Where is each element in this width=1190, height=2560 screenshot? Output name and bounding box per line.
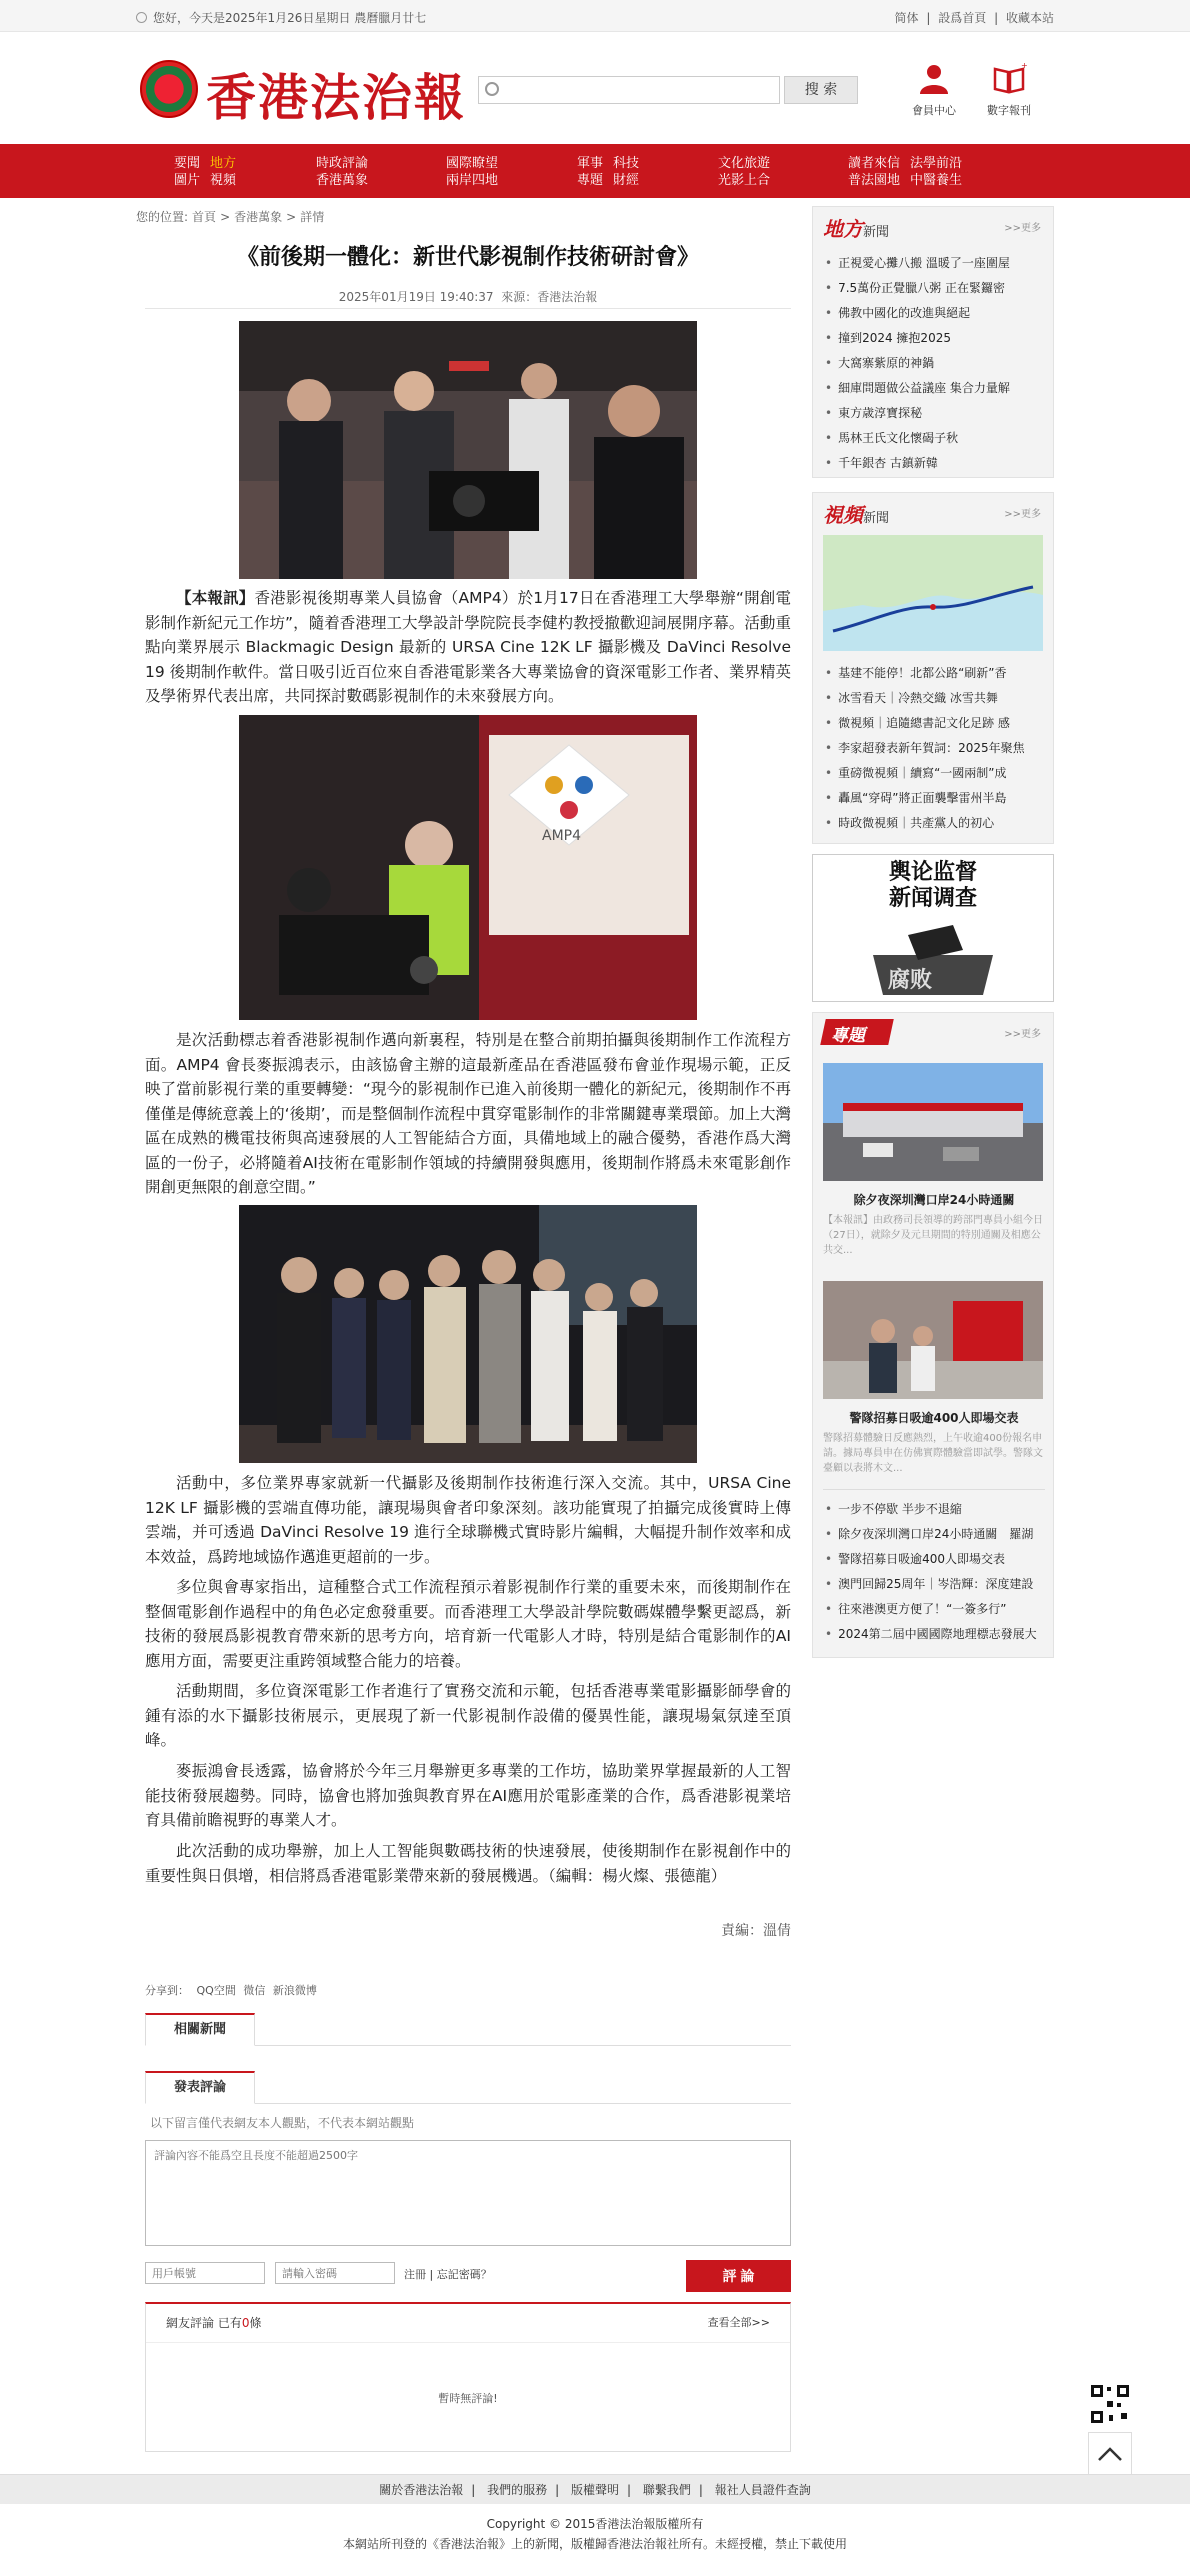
related-news-section xyxy=(145,2013,791,2046)
share-weibo-link[interactable]: 新浪微博 xyxy=(272,1984,317,1997)
footer-staff-id-link[interactable]: 報社人員證件查詢 xyxy=(714,2483,811,2497)
topic-desc-2: 警隊招募體驗日反應熱烈，上午收逾400份報名申請。據局專員申在仿佛實際體驗當即試學。警隊文臺顧以表將木文... xyxy=(823,1433,1043,1474)
nav-item-news[interactable]: 要聞 xyxy=(174,156,201,171)
article-paragraph-6: 麥振鴻會長透露，協會將於今年三月舉辦更多專業的工作坊，協助業界掌握最新的人工智能技術發展趨勢。同時，協會也將加強與教育界在AI應用於電影產業的合作，爲香港影視業培育具備前瞻視野的專業人才。 xyxy=(145,1762,791,1829)
nav-item-law[interactable]: 法學前沿 xyxy=(910,156,963,171)
tab-related-news[interactable]: 相關新聞 xyxy=(145,2013,255,2046)
clock-icon xyxy=(136,12,147,23)
divider: | xyxy=(994,11,999,25)
local-news-list xyxy=(825,251,1049,476)
list-item[interactable]: • 7.5萬份正覺臘八粥 正在緊鑼密 xyxy=(825,276,1049,301)
logo-emblem-icon[interactable] xyxy=(140,60,198,118)
nav-item-sco[interactable]: 光影上合 xyxy=(718,173,771,188)
main-nav xyxy=(0,144,1190,198)
nav-group-4 xyxy=(577,155,649,189)
book-icon xyxy=(992,62,1026,96)
share-qzone-link[interactable]: QQ空間 xyxy=(196,1984,236,1997)
svg-text:+: + xyxy=(1021,61,1028,70)
nav-group-6 xyxy=(848,155,972,189)
view-all-comments-link[interactable]: 查看全部>> xyxy=(707,2316,770,2329)
nav-item-international[interactable]: 國際瞭望 xyxy=(446,156,499,171)
video-more-link[interactable]: >>更多 xyxy=(1004,509,1041,520)
nav-item-health[interactable]: 中醫養生 xyxy=(910,173,963,188)
nav-item-topics[interactable]: 專題 xyxy=(577,173,604,188)
epaper-link[interactable]: + 數字報刊 xyxy=(987,61,1031,117)
article-photo-1 xyxy=(239,321,697,579)
nav-group-1 xyxy=(174,155,246,189)
local-more-link[interactable]: >>更多 xyxy=(1004,223,1041,234)
sidebar-video-title: 視頻新聞 xyxy=(823,503,890,527)
search-button[interactable]: 搜 索 xyxy=(784,76,858,104)
list-item[interactable]: • 轟風“穿碍”將正面襲擊雷州半島 xyxy=(825,786,1049,811)
share-wechat-link[interactable]: 微信 xyxy=(243,1984,266,1997)
sidebar-topic-title: 專題 xyxy=(831,1026,865,1046)
no-comments-text: 暫時無評論! xyxy=(438,2392,498,2405)
crumb-section[interactable]: 香港萬象 xyxy=(234,210,283,224)
divider xyxy=(823,1489,1045,1490)
top-links xyxy=(891,9,1054,26)
bookmark-link[interactable]: 收藏本站 xyxy=(1005,11,1054,25)
list-item[interactable]: • 馬林王氏文化懷碣子秋 xyxy=(825,426,1049,451)
list-item[interactable]: • 千年銀杏 古鎮新韓 xyxy=(825,451,1049,476)
list-item[interactable]: • 基建不能停！北都公路“刷新”香 xyxy=(825,661,1049,686)
nav-item-culture[interactable]: 文化旅遊 xyxy=(718,156,771,171)
divider xyxy=(146,2342,790,2343)
article-paragraph-5: 活動期間，多位資深電影工作者進行了實務交流和示範，包括香港專業電影攝影師學會的鍾有添的水下攝影技術展示，更展現了新一代影視制作設備的優異性能，讓現場氣氛達至頂峰。 xyxy=(145,1682,791,1749)
sidebar-topics xyxy=(812,1012,1054,1658)
chevron-up-icon xyxy=(1089,2433,1131,2475)
ad-text: 輿论监督 新闻调查 xyxy=(888,859,977,911)
footer-copyright-link[interactable]: 版權聲明 xyxy=(570,2483,619,2497)
article-paragraph-3: 活動中，多位業界專家就新一代攝影及後期制作技術進行深入交流。其中，URSA Cine 12K LF 攝影機的雲端直傳功能，讓現場與會者印象深刻。該功能實現了拍攝完成後實時上傳雲端，并可透過 DaVinci Resolve 19 進行全球聯機式實時影片編輯，大幅提升制作效率和成本效益，爲跨地域協作邁進更超前的一步。 xyxy=(145,1474,791,1566)
nav-item-finance[interactable]: 財經 xyxy=(613,173,640,188)
article-paragraph-2: 是次活動標志着香港影視制作邁向新裏程，特別是在整合前期拍攝與後期制作工作流程方面。AMP4 會長麥振鴻表示，由該協會主辦的這最新產品在香港區發布會並作現場示範，正反映了當前影視行業的重要轉變：“現今的影視制作已進入前後期一體化的新紀元，後期制作不再僅僅是傳統意義上的‘後期’，而是整個制作流程中貫穿電影制作的非常關鍵專業環節。加上大灣區在成熟的機電技術與高速發展的人工智能結合方面，具備地域上的融合優勢，香港作爲大灣區的一份子，必將隨着AI技術在電影制作領域的持續開發與應用，後期制作將爲未來電影創作開創更無限的創意空間。” xyxy=(145,1031,791,1196)
list-item[interactable]: • 大窩寨紫原的神鍋 xyxy=(825,351,1049,376)
list-item[interactable]: • 2024第二屆中國國際地理標志發展大 xyxy=(825,1622,1049,1647)
password-input[interactable] xyxy=(275,2262,395,2284)
crumb-current: 詳情 xyxy=(300,210,325,224)
comment-section-header xyxy=(145,2071,791,2104)
article-editor: 責編：溫倩 xyxy=(721,1923,791,1939)
article-paragraph-4: 多位與會專家指出，這種整合式工作流程預示着影視制作行業的重要未來，而後期制作在整個電影創作過程中的角色必定愈發重要。而香港理工大學設計學院數碼媒體學繫更認爲，新技術的發展爲影視教育帶來新的思考方向，培育新一代電影人才時，特別是結合電影制作的AI應用方面，需要更注重跨領域整合能力的培養。 xyxy=(145,1578,791,1670)
svg-text:腐败: 腐败 xyxy=(888,967,933,993)
comment-count: 網友評論 已有0條 xyxy=(166,2316,262,2330)
member-center-link[interactable]: 會員中心 xyxy=(899,62,969,118)
topic-image-1[interactable] xyxy=(823,1063,1043,1181)
forgot-password-link[interactable]: 忘記密碼？ xyxy=(436,2268,492,2281)
search-icon xyxy=(485,82,499,96)
nav-item-photos[interactable]: 圖片 xyxy=(174,173,201,188)
topic-caption-1[interactable]: 除夕夜深圳灣口岸24小時通關 xyxy=(853,1193,1015,1207)
list-item[interactable]: • 冰雪看天｜冷熱交織 冰雪共舞 xyxy=(825,686,1049,711)
list-item[interactable]: • 微視頻｜追隨總書記文化足跡 感 xyxy=(825,711,1049,736)
search-input[interactable] xyxy=(507,80,775,100)
nav-item-commentary[interactable]: 時政評論 xyxy=(316,156,369,171)
nav-group-3 xyxy=(446,155,508,189)
topic-desc-1: 【本報訊】由政務司長領導的跨部門專員小組今日（27日），就除夕及元旦期間的特別通關及相應公共交... xyxy=(823,1215,1043,1256)
username-input[interactable] xyxy=(145,2262,265,2284)
article-meta xyxy=(145,288,791,305)
share-bar: 分享到： QQ空間 微信 新浪微博 xyxy=(145,1984,317,1997)
simplified-link[interactable]: 简体 xyxy=(894,11,919,25)
nav-item-letters[interactable]: 讀者來信 xyxy=(848,156,901,171)
list-item[interactable]: • 東方歳淳寶探秘 xyxy=(825,401,1049,426)
site-header xyxy=(0,32,1190,144)
nav-item-tech[interactable]: 科技 xyxy=(613,156,640,171)
sidebar-ad-banner[interactable] xyxy=(812,854,1054,1002)
account-links: 注冊 | 忘記密碼？ xyxy=(404,2268,492,2281)
article-date: 2025年01月19日 19:40:37 xyxy=(338,290,494,304)
comment-disclaimer: 以下留言僅代表網友本人觀點，不代表本網站觀點 xyxy=(150,2116,415,2130)
list-item[interactable]: • 李家超發表新年賀詞：2025年聚焦 xyxy=(825,736,1049,761)
topic-caption-2[interactable]: 警隊招募日吸逾400人即場交表 xyxy=(849,1411,1019,1425)
topic-list xyxy=(825,1497,1049,1647)
comment-list xyxy=(145,2302,791,2452)
footer-about-link[interactable]: 關於香港法治報 xyxy=(379,2483,464,2497)
footer-contact-link[interactable]: 聯繫我們 xyxy=(642,2483,691,2497)
list-item[interactable]: • 時政微視頻｜共產黨人的初心 xyxy=(825,811,1049,836)
list-item[interactable]: • 往來港澳更方便了！“一簽多行” xyxy=(825,1597,1049,1622)
list-item[interactable]: • 警隊招募日吸逾400人即場交表 xyxy=(825,1547,1049,1572)
breadcrumb: 您的位置: 首頁 > 香港萬象 > 詳情 xyxy=(136,210,325,224)
nav-item-local[interactable]: 地方 xyxy=(210,156,237,171)
sidebar-video-news xyxy=(812,492,1054,844)
sidebar-local-news xyxy=(812,206,1054,478)
back-to-top-button[interactable] xyxy=(1088,2432,1132,2476)
nav-group-5 xyxy=(718,155,780,189)
list-item[interactable]: • 澳門回歸25周年｜岑浩輝：深度建設 xyxy=(825,1572,1049,1597)
article-paragraph-7: 此次活動的成功舉辦，加上人工智能與數碼技術的快速發展，使後期制作在影視創作中的重要性與日俱增，相信將爲香港電影業帶來新的發展機遇。（編輯：楊火燦、張德龍） xyxy=(145,1842,791,1885)
date-greeting: 您好，今天是2025年1月26日星期日 農曆臘月廿七 xyxy=(136,9,426,26)
crumb-home[interactable]: 首頁 xyxy=(192,210,217,224)
submit-comment-button[interactable]: 評 論 xyxy=(686,2260,791,2292)
footer-services-link[interactable]: 我們的服務 xyxy=(487,2483,548,2497)
site-logo[interactable]: 香港法治報 xyxy=(206,68,466,127)
nav-item-legal-edu[interactable]: 普法園地 xyxy=(848,173,901,188)
list-item[interactable]: • 一步不停歇 半步不退縮 xyxy=(825,1497,1049,1522)
register-link[interactable]: 注冊 xyxy=(404,2268,426,2281)
nav-item-hk[interactable]: 香港萬象 xyxy=(316,173,369,188)
list-item[interactable]: • 撞到2024 擁抱2025 xyxy=(825,326,1049,351)
nav-item-video[interactable]: 視頻 xyxy=(210,173,237,188)
top-bar xyxy=(0,0,1190,32)
list-item[interactable]: • 重磅微視頻｜續寫“一國兩制”成 xyxy=(825,761,1049,786)
divider: | xyxy=(926,11,931,25)
nav-group-2 xyxy=(316,155,378,189)
comment-textarea[interactable] xyxy=(145,2140,791,2246)
nav-item-cross-strait[interactable]: 兩岸四地 xyxy=(446,173,499,188)
article-photo-3 xyxy=(239,1205,697,1463)
sidebar-local-title: 地方新聞 xyxy=(823,217,890,241)
list-item[interactable]: • 細庫問題做公益議座 集合力量解 xyxy=(825,376,1049,401)
list-item[interactable]: • 佛教中國化的改進與絕起 xyxy=(825,301,1049,326)
topic-image-2[interactable] xyxy=(823,1281,1043,1399)
article-source: 來源：香港法治報 xyxy=(501,290,598,304)
list-item[interactable]: • 除夕夜深圳灣口岸24小時通關 羅湖 xyxy=(825,1522,1049,1547)
tab-post-comment[interactable]: 發表評論 xyxy=(145,2071,255,2104)
article-photo-2 xyxy=(239,715,697,1020)
svg-text:AMP4: AMP4 xyxy=(542,828,582,844)
footer-links: 關於香港法治報 | 我們的服務 | 版權聲明 | 聯繫我們 | 報社人員證件查詢 xyxy=(0,2474,1190,2504)
nav-item-military[interactable]: 軍事 xyxy=(577,156,604,171)
qr-code-icon[interactable] xyxy=(1088,2382,1132,2426)
list-item[interactable]: • 正視愛心攤八搬 溫暖了一座圍屋 xyxy=(825,251,1049,276)
set-homepage-link[interactable]: 設爲首頁 xyxy=(938,11,987,25)
search-box xyxy=(478,76,780,104)
article-title: 《前後期一體化：新世代影視制作技術研討會》 xyxy=(236,245,699,270)
footer-copyright: Copyright © 2015香港法治報版權所有 本網站所刊登的《香港法治報》上的新聞，版權歸香港法治報社所有。未經授權，禁止下載使用 xyxy=(342,2517,847,2551)
article-paragraph-1: 【本報訊】香港影視後期專業人員協會（AMP4）於1月17日在香港理工大學舉辦“開創電影制作新紀元工作坊”，隨着香港理工大學設計學院院長李健杓教授撤歡迎詞展開序幕。活動重點向業界展示 Blackmagic Design 最新的 URSA Cine 12K LF 攝影機及 DaVinci Resolve 19 後期制作軟件。當日吸引近百位來自香港電影業各大專業協會的資深電影工作者、業界精英及學術界代表出席，共同探討數碼影視制作的未來發展方向。 xyxy=(145,589,791,705)
topic-more-link[interactable]: >>更多 xyxy=(1004,1029,1041,1040)
divider xyxy=(145,308,791,309)
user-icon xyxy=(917,62,951,96)
video-map-image[interactable] xyxy=(823,535,1043,651)
video-news-list xyxy=(825,661,1049,836)
